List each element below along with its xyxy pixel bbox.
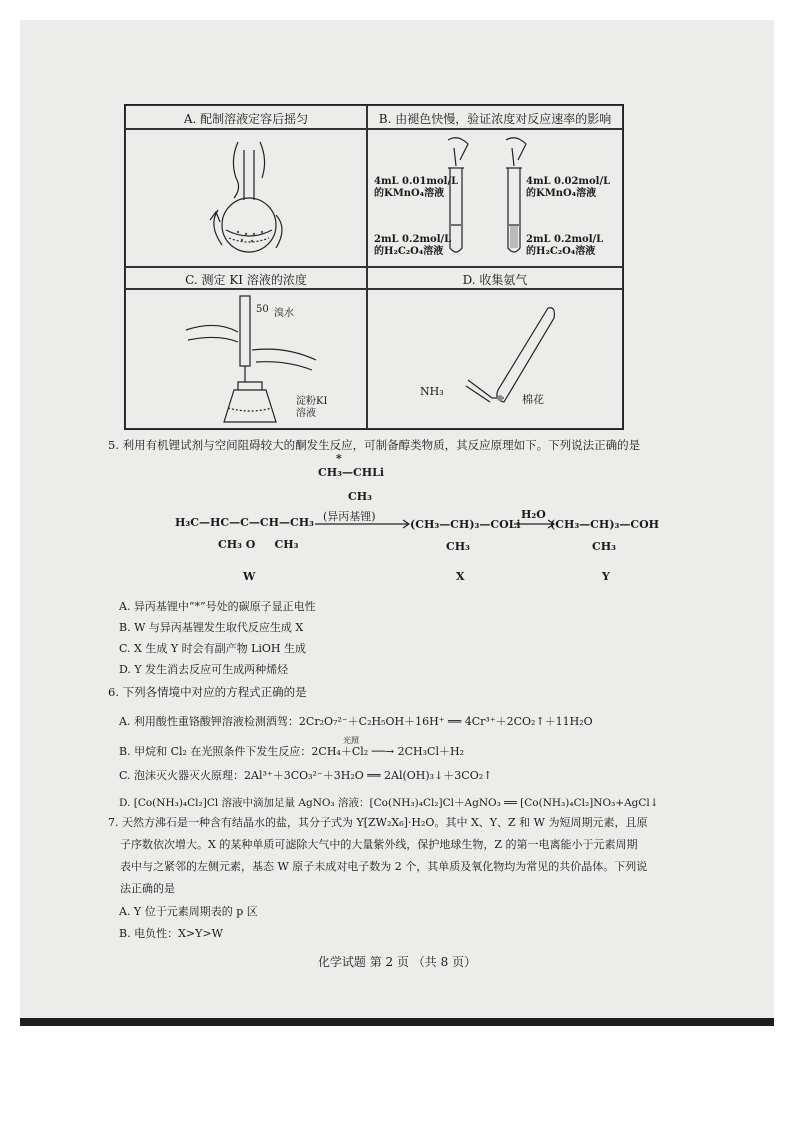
cell-b-title: B. 由褪色快慢，验证浓度对反应速率的影响 — [378, 112, 612, 126]
q7-line-1: 7. 天然方沸石是一种含有结晶水的盐，其分子式为 Y[ZW₂X₆]·H₂O。其中 X、Y、Z 和 W 为短周期元素，且原 — [108, 816, 648, 829]
y-formula: (CH₃—CH)₃—COH — [550, 518, 660, 531]
experiment-table — [124, 104, 624, 430]
scan-edge — [20, 1018, 774, 1026]
reaction-arrow-1 — [315, 519, 415, 529]
c-scale-label: 50 — [256, 304, 269, 315]
cell-d-header — [367, 267, 623, 289]
b-left-top-label: 4mL 0.01mol/L 的KMnO₄溶液 — [374, 176, 459, 199]
q6-option-c: C. 泡沫灭火器灭火原理：2Al³⁺＋3CO₃²⁻＋3H₂O ══ 2Al(OH)₃↓＋3CO₂↑ — [119, 769, 493, 782]
water-reagent: H₂O — [521, 508, 546, 521]
cell-c-title: C. 测定 KI 溶液的浓度 — [185, 273, 307, 287]
cell-a-header — [125, 105, 367, 129]
reagent-name: (异丙基锂) — [323, 510, 376, 523]
reagent-mark: * — [336, 452, 342, 465]
x-formula: (CH₃—CH)₃—COLi — [410, 518, 521, 531]
cell-a-title: A. 配制溶液定容后摇匀 — [183, 112, 309, 126]
titration-figure — [126, 290, 366, 428]
q7-option-a: A. Y 位于元素周期表的 p 区 — [119, 905, 258, 918]
q6-option-b: B. 甲烷和 Cl₂ 在光照条件下发生反应：2CH₄＋Cl₂ ──→ 2CH₃Cl＋H₂ — [119, 745, 464, 758]
q5-option-b: B. W 与异丙基锂发生取代反应生成 X — [119, 621, 304, 634]
q7-line-3: 表中与之紧邻的左侧元素，基态 W 原子未成对电子数为 2 个，其单质及氧化物均为常见的共价晶体。下列说 — [120, 860, 648, 873]
reagent-methyl: CH₃ — [348, 490, 372, 503]
cell-d-title: D. 收集氨气 — [462, 273, 528, 287]
q5-stem: 5. 利用有机锂试剂与空间阻碍较大的酮发生反应，可制备醇类物质，其反应原理如下。下列说法正确的是 — [108, 438, 641, 452]
label-w: W — [243, 570, 256, 583]
q7-option-b: B. 电负性：X>Y>W — [119, 927, 223, 940]
ammonia-collection-figure — [368, 290, 622, 428]
label-y: Y — [602, 570, 610, 583]
w-formula: H₃C—HC—C—CH—CH₃ — [175, 516, 314, 529]
q7-line-2: 子序数依次增大。X 的某种单质可滤除大气中的大量紫外线，保护地球生物，Z 的第一电离能小于元素周期 — [120, 838, 638, 851]
volumetric-flask-figure — [126, 130, 366, 266]
cell-c-header — [125, 267, 367, 289]
w-substituents: CH₃ O CH₃ — [218, 538, 299, 551]
q5-option-c: C. X 生成 Y 时会有副产物 LiOH 生成 — [119, 642, 307, 655]
cell-c-figure — [125, 289, 367, 429]
reagent-formula: CH₃—CHLi — [318, 466, 385, 479]
q6-stem: 6. 下列各情境中对应的方程式正确的是 — [108, 685, 307, 699]
q5-option-a: A. 异丙基锂中“*”号处的碳原子显正电性 — [119, 600, 316, 613]
cell-d-figure — [367, 289, 623, 429]
c-bromine-label: 溴水 — [274, 308, 294, 319]
q6-option-d: D. [Co(NH₃)₄Cl₂]Cl 溶液中滴加足量 AgNO₃ 溶液：[Co(NH₃)₄Cl₂]Cl＋AgNO₃ ══ [Co(NH₃)₄Cl₂]NO₃+AgCl↓ — [119, 797, 659, 809]
d-cotton-label: 棉花 — [522, 393, 544, 406]
cell-b-figure — [367, 129, 623, 267]
c-ki-label: 淀粉KI 溶液 — [296, 396, 328, 419]
cell-a-figure — [125, 129, 367, 267]
label-x: X — [456, 570, 465, 583]
cell-b-header — [367, 105, 623, 129]
q7-line-4: 法正确的是 — [120, 882, 175, 895]
q6-option-b-condition: 光照 — [343, 736, 359, 745]
q6-option-a: A. 利用酸性重铬酸钾溶液检测酒驾：2Cr₂O₇²⁻＋C₂H₅OH＋16H⁺ ══ 4Cr³⁺＋2CO₂↑＋11H₂O — [119, 715, 593, 728]
x-substituent: CH₃ — [446, 540, 470, 553]
d-nh3-label: NH₃ — [420, 385, 444, 398]
b-left-bottom-label: 2mL 0.2mol/L 的H₂C₂O₄溶液 — [374, 234, 452, 257]
b-right-bottom-label: 2mL 0.2mol/L 的H₂C₂O₄溶液 — [526, 234, 604, 257]
b-right-top-label: 4mL 0.02mol/L 的KMnO₄溶液 — [526, 176, 611, 199]
page-footer: 化学试题 第 2 页 （共 8 页） — [317, 955, 477, 969]
q5-option-d: D. Y 发生消去反应可生成两种烯烃 — [119, 663, 289, 676]
y-substituent: CH₃ — [592, 540, 616, 553]
